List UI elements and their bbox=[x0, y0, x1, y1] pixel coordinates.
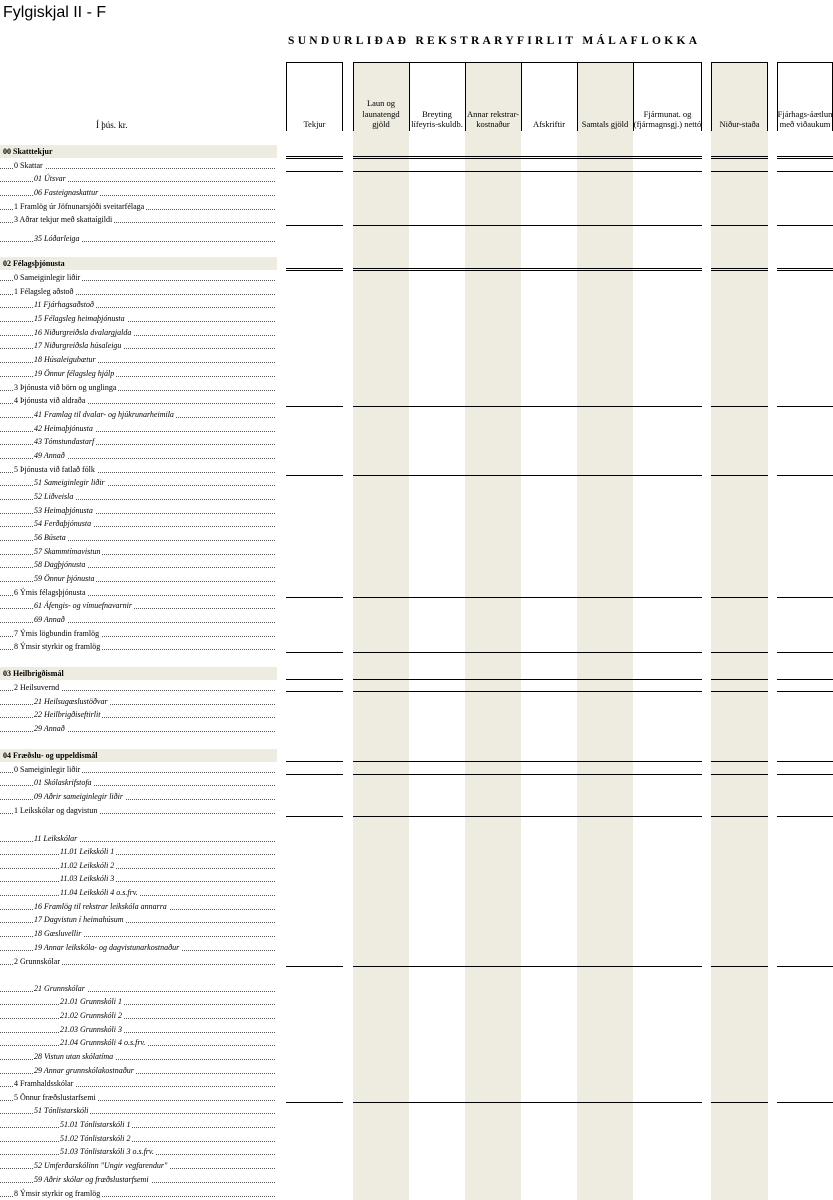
total-rule bbox=[353, 225, 702, 226]
table-row bbox=[0, 1104, 278, 1117]
total-rule bbox=[777, 774, 833, 775]
table-row bbox=[0, 886, 278, 899]
row-label: 59 Aðrir skólar og fræðslustarfsemi bbox=[34, 1175, 149, 1184]
header-divider bbox=[577, 62, 578, 131]
row-label: 42 Heimaþjónusta bbox=[34, 424, 93, 433]
total-rule bbox=[353, 761, 702, 762]
total-rule bbox=[286, 475, 343, 476]
table-row bbox=[0, 1091, 278, 1104]
total-rule bbox=[711, 158, 768, 159]
table-row bbox=[0, 232, 278, 245]
total-rule bbox=[711, 475, 768, 476]
total-rule bbox=[286, 816, 343, 817]
table-row bbox=[0, 476, 278, 489]
header-divider bbox=[409, 62, 410, 131]
total-rule bbox=[286, 652, 343, 653]
table-row bbox=[0, 776, 278, 789]
row-label: 4 Þjónusta við aldraða bbox=[14, 396, 86, 405]
total-rule bbox=[711, 691, 768, 692]
section-header-row bbox=[0, 667, 277, 680]
header-divider bbox=[521, 62, 522, 131]
table-row bbox=[0, 326, 278, 339]
total-rule bbox=[353, 679, 702, 680]
table-row bbox=[0, 172, 278, 185]
total-rule bbox=[777, 475, 833, 476]
table-row bbox=[0, 640, 278, 653]
table-row bbox=[0, 339, 278, 352]
row-label: 59 Önnur þjónusta bbox=[34, 574, 95, 583]
total-rule bbox=[711, 1102, 768, 1103]
row-label: 01 Útsvar bbox=[34, 174, 66, 183]
table-row bbox=[0, 1036, 278, 1049]
column-header: Laun og launatengd gjöld bbox=[362, 98, 400, 130]
row-label: 11.02 Leikskóli 2 bbox=[60, 861, 115, 870]
row-header-unit: Í þús. kr. bbox=[96, 120, 128, 130]
table-row bbox=[0, 599, 278, 612]
total-rule bbox=[777, 270, 833, 271]
total-rule bbox=[777, 691, 833, 692]
row-label: 22 Heilbrigðiseftirlit bbox=[34, 710, 101, 719]
table-row bbox=[0, 381, 278, 394]
header-box bbox=[353, 62, 702, 131]
table-row bbox=[0, 1173, 278, 1186]
table-row bbox=[0, 213, 278, 226]
row-label: 19 Önnur félagsleg hjálp bbox=[34, 369, 115, 378]
row-label: 11.01 Leikskóli 1 bbox=[60, 847, 115, 856]
table-row bbox=[0, 1064, 278, 1077]
total-rule bbox=[353, 475, 702, 476]
row-label: 21 Grunnskólar bbox=[34, 984, 85, 993]
row-label: 2 Heilsuvernd bbox=[14, 683, 60, 692]
row-label: 41 Framlag til dvalar- og hjúkrunarheimila bbox=[34, 410, 174, 419]
total-rule bbox=[777, 761, 833, 762]
total-rule bbox=[286, 156, 343, 157]
row-label: 51.03 Tónlistarskóli 3 o.s.frv. bbox=[60, 1147, 154, 1156]
row-label: 7 Ýmis lögbundin framlög bbox=[14, 629, 100, 638]
total-rule bbox=[711, 406, 768, 407]
row-label: 6 Ýmis félagsþjónusta bbox=[14, 588, 86, 597]
total-rule bbox=[777, 816, 833, 817]
total-rule bbox=[353, 691, 702, 692]
total-rule bbox=[777, 597, 833, 598]
table-row bbox=[0, 1077, 278, 1090]
total-rule bbox=[711, 171, 768, 172]
table-row bbox=[0, 200, 278, 213]
total-rule bbox=[711, 156, 768, 157]
table-row bbox=[0, 517, 278, 530]
row-label: 11 Fjárhagsaðstoð bbox=[34, 300, 94, 309]
row-label: 51 Tónlistarskóli bbox=[34, 1106, 89, 1115]
table-row bbox=[0, 159, 278, 172]
row-label: 5 Þjónusta við fatlað fólk bbox=[14, 465, 95, 474]
table-row bbox=[0, 763, 278, 776]
total-rule bbox=[777, 406, 833, 407]
row-label: 00 Skatttekjur bbox=[3, 147, 53, 156]
total-rule bbox=[353, 774, 702, 775]
row-label: 11.04 Leikskóli 4 o.s.frv. bbox=[60, 888, 138, 897]
column-shade bbox=[465, 62, 521, 1200]
table-row bbox=[0, 941, 278, 954]
table-row bbox=[0, 545, 278, 558]
table-row bbox=[0, 435, 278, 448]
row-label: 17 Dagvistun í heimahúsum bbox=[34, 915, 124, 924]
table-row bbox=[0, 1187, 278, 1200]
total-rule bbox=[353, 1102, 702, 1103]
header-divider bbox=[465, 62, 466, 131]
table-row bbox=[0, 271, 278, 284]
total-rule bbox=[711, 652, 768, 653]
table-row bbox=[0, 790, 278, 803]
total-rule bbox=[286, 406, 343, 407]
total-rule bbox=[353, 966, 702, 967]
row-label: 51 Sameiginlegir liðir bbox=[34, 478, 105, 487]
total-rule bbox=[711, 268, 768, 269]
column-shade bbox=[711, 62, 768, 1200]
row-label: 06 Fasteignaskattur bbox=[34, 188, 99, 197]
row-label: 0 Skattar bbox=[14, 161, 43, 170]
total-rule bbox=[711, 966, 768, 967]
table-row bbox=[0, 586, 278, 599]
row-label: 49 Annað bbox=[34, 451, 65, 460]
row-label: 53 Heimaþjónusta bbox=[34, 506, 93, 515]
row-label: 2 Grunnskólar bbox=[14, 957, 60, 966]
row-label: 4 Framhaldsskólar bbox=[14, 1079, 74, 1088]
table-row bbox=[0, 681, 278, 694]
header-box bbox=[286, 62, 343, 131]
table-row bbox=[0, 832, 278, 845]
row-label: 57 Skammtímavistun bbox=[34, 547, 101, 556]
total-rule bbox=[353, 406, 702, 407]
table-row bbox=[0, 531, 278, 544]
total-rule bbox=[286, 171, 343, 172]
column-header: Niður-staða bbox=[719, 119, 760, 130]
total-rule bbox=[286, 761, 343, 762]
row-label: 28 Vistun utan skólatíma bbox=[34, 1052, 114, 1061]
table-row bbox=[0, 353, 278, 366]
row-label: 16 Framlög til rekstrar leikskóla annarra bbox=[34, 902, 167, 911]
row-label: 61 Áfengis- og vímuefnavarnir bbox=[34, 601, 132, 610]
row-label: 11.03 Leikskóli 3 bbox=[60, 874, 115, 883]
table-row bbox=[0, 422, 278, 435]
total-rule bbox=[353, 270, 702, 271]
total-rule bbox=[286, 268, 343, 269]
table-row bbox=[0, 613, 278, 626]
table-row bbox=[0, 408, 278, 421]
column-header: Breyting lífeyris-skuldb. bbox=[411, 108, 463, 130]
row-label: 69 Annað bbox=[34, 615, 65, 624]
total-rule bbox=[777, 679, 833, 680]
row-label: 09 Aðrir sameiginlegir liðir bbox=[34, 792, 123, 801]
table-row bbox=[0, 1009, 278, 1022]
table-row bbox=[0, 995, 278, 1008]
total-rule bbox=[286, 158, 343, 159]
row-label: 3 Aðrar tekjur með skattaígildi bbox=[14, 215, 113, 224]
total-rule bbox=[777, 1102, 833, 1103]
table-row bbox=[0, 722, 278, 735]
row-label: 21.01 Grunnskóli 1 bbox=[60, 997, 122, 1006]
row-label: 52 Liðveisla bbox=[34, 492, 74, 501]
column-shade bbox=[353, 62, 409, 1200]
total-rule bbox=[286, 1102, 343, 1103]
total-rule bbox=[777, 158, 833, 159]
row-label: 01 Skólaskrifstofa bbox=[34, 778, 92, 787]
table-row bbox=[0, 1023, 278, 1036]
row-label: 02 Félagsþjónusta bbox=[3, 259, 65, 268]
row-label: 15 Félagsleg heimaþjónusta bbox=[34, 314, 125, 323]
total-rule bbox=[777, 966, 833, 967]
row-label: 0 Sameiginlegir liðir bbox=[14, 765, 81, 774]
table-row bbox=[0, 900, 278, 913]
column-header: Afskriftir bbox=[532, 119, 566, 130]
total-rule bbox=[711, 761, 768, 762]
row-label: 18 Húsaleigubætur bbox=[34, 355, 96, 364]
total-rule bbox=[353, 816, 702, 817]
total-rule bbox=[777, 268, 833, 269]
row-label: 21 Heilsugæslustöðvar bbox=[34, 697, 108, 706]
table-row bbox=[0, 186, 278, 199]
row-label: 1 Leikskólar og dagvistun bbox=[14, 806, 98, 815]
table-row bbox=[0, 504, 278, 517]
row-label: 35 Lóðarleiga bbox=[34, 234, 80, 243]
total-rule bbox=[286, 691, 343, 692]
column-header: Fjárhags-áætlun með viðaukum bbox=[777, 108, 833, 130]
row-label: 56 Búseta bbox=[34, 533, 66, 542]
header-box bbox=[711, 62, 768, 131]
column-header: Annar rekstrar-kostnaður bbox=[467, 108, 519, 130]
table-row bbox=[0, 285, 278, 298]
row-label: 29 Annar grunnskólakostnaður bbox=[34, 1066, 134, 1075]
row-label: 8 Ýmsir styrkir og framlög bbox=[14, 1189, 101, 1198]
total-rule bbox=[286, 225, 343, 226]
row-label: 54 Ferðaþjónusta bbox=[34, 519, 92, 528]
total-rule bbox=[711, 597, 768, 598]
total-rule bbox=[286, 270, 343, 271]
page-title: Fylgiskjal II - F bbox=[3, 4, 107, 21]
column-header: Tekjur bbox=[303, 119, 326, 130]
table-row bbox=[0, 872, 278, 885]
table-row bbox=[0, 1145, 278, 1158]
row-label: 21.02 Grunnskóli 2 bbox=[60, 1011, 122, 1020]
table-row bbox=[0, 558, 278, 571]
row-label: 11 Leikskólar bbox=[34, 834, 78, 843]
table-row bbox=[0, 312, 278, 325]
total-rule bbox=[777, 156, 833, 157]
row-label: 17 Niðurgreiðsla húsaleigu bbox=[34, 341, 122, 350]
table-row bbox=[0, 449, 278, 462]
table-row bbox=[0, 490, 278, 503]
total-rule bbox=[286, 597, 343, 598]
table-row bbox=[0, 859, 278, 872]
table-row bbox=[0, 394, 278, 407]
table-row bbox=[0, 572, 278, 585]
table-row bbox=[0, 845, 278, 858]
total-rule bbox=[711, 679, 768, 680]
table-row bbox=[0, 1050, 278, 1063]
table-row bbox=[0, 804, 278, 817]
row-label: 43 Tómstundastarf bbox=[34, 437, 95, 446]
report-title: SUNDURLIÐAÐ REKSTRARYFIRLIT MÁLAFLOKKA bbox=[288, 35, 701, 47]
total-rule bbox=[353, 652, 702, 653]
total-rule bbox=[353, 158, 702, 159]
section-header-row bbox=[0, 749, 277, 762]
total-rule bbox=[353, 268, 702, 269]
row-label: 0 Sameiginlegir liðir bbox=[14, 273, 81, 282]
total-rule bbox=[286, 966, 343, 967]
row-label: 21.04 Grunnskóli 4 o.s.frv. bbox=[60, 1038, 146, 1047]
total-rule bbox=[286, 774, 343, 775]
row-label: 19 Annar leikskóla- og dagvistunarkostnaður bbox=[34, 943, 180, 952]
total-rule bbox=[777, 225, 833, 226]
row-label: 3 Þjónusta við börn og unglinga bbox=[14, 383, 117, 392]
row-label: 51.01 Tónlistarskóli 1 bbox=[60, 1120, 131, 1129]
table-row bbox=[0, 627, 278, 640]
row-label: 18 Gæsluvellir bbox=[34, 929, 82, 938]
row-label: 8 Ýmsir styrkir og framlög bbox=[14, 642, 101, 651]
header-box bbox=[777, 62, 833, 131]
table-row bbox=[0, 298, 278, 311]
total-rule bbox=[353, 171, 702, 172]
row-label: 1 Félagsleg aðstoð bbox=[14, 287, 74, 296]
row-label: 21.03 Grunnskóli 3 bbox=[60, 1025, 122, 1034]
row-label: 52 Umferðarskólinn "Ungir vegfarendur" bbox=[34, 1161, 168, 1170]
table-row bbox=[0, 1159, 278, 1172]
table-row bbox=[0, 463, 278, 476]
total-rule bbox=[777, 652, 833, 653]
column-header: Samtals gjöld bbox=[581, 119, 629, 130]
table-row bbox=[0, 1118, 278, 1131]
table-row bbox=[0, 708, 278, 721]
table-row bbox=[0, 695, 278, 708]
row-label: 04 Fræðslu- og uppeldismál bbox=[3, 751, 98, 760]
total-rule bbox=[711, 774, 768, 775]
column-shade bbox=[577, 62, 633, 1200]
row-label: 16 Niðurgreiðsla dvalargjalda bbox=[34, 328, 132, 337]
table-row bbox=[0, 982, 278, 995]
section-header-row bbox=[0, 257, 277, 270]
row-label: 03 Heilbrigðismál bbox=[3, 669, 64, 678]
table-row bbox=[0, 927, 278, 940]
total-rule bbox=[711, 816, 768, 817]
row-label: 58 Dagþjónusta bbox=[34, 560, 86, 569]
total-rule bbox=[777, 171, 833, 172]
row-label: 1 Framlög úr Jöfnunarsjóði sveitarfélaga bbox=[14, 202, 145, 211]
table-row bbox=[0, 955, 278, 968]
total-rule bbox=[711, 225, 768, 226]
row-label: 29 Annað bbox=[34, 724, 65, 733]
total-rule bbox=[353, 597, 702, 598]
total-rule bbox=[711, 270, 768, 271]
total-rule bbox=[286, 679, 343, 680]
section-header-row bbox=[0, 145, 277, 158]
table-row bbox=[0, 1132, 278, 1145]
table-row bbox=[0, 913, 278, 926]
row-label: 5 Önnur fræðslustarfsemi bbox=[14, 1093, 96, 1102]
table-row bbox=[0, 367, 278, 380]
header-divider bbox=[633, 62, 634, 131]
column-header: Fjármunat. og (fjármagnsgj.) nettó bbox=[633, 108, 702, 130]
row-label: 51.02 Tónlistarskóli 2 bbox=[60, 1134, 131, 1143]
total-rule bbox=[353, 156, 702, 157]
